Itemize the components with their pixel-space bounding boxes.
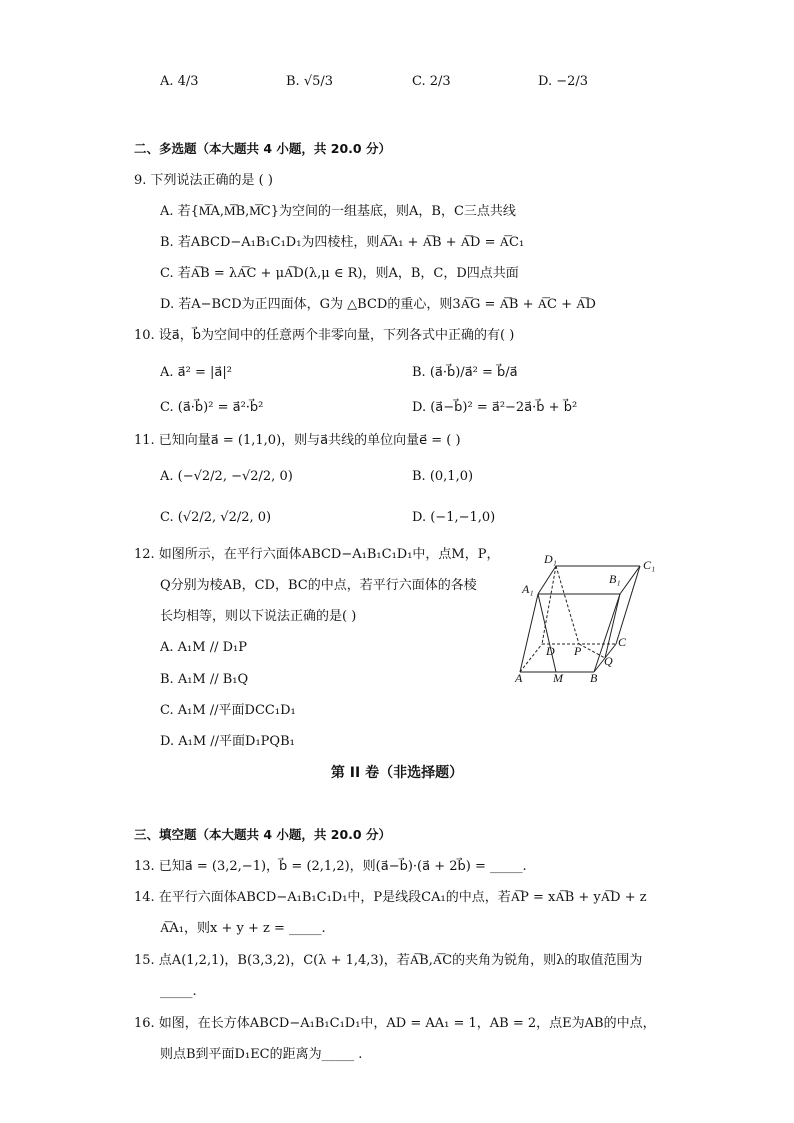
prev-option-d: D. −2/3 bbox=[538, 74, 589, 89]
part-two-title: 第 II 卷（非选择题） bbox=[330, 765, 464, 781]
edge-a1d1 bbox=[538, 566, 556, 594]
q9-stem: 9. 下列说法正确的是 ( ) bbox=[134, 173, 273, 188]
q9-option-c: C. 若A͞B = λA͞C + μA͞D(λ,μ ∈ R)，则A，B，C，D四点共面 bbox=[160, 266, 519, 281]
label-c1: C₁ bbox=[643, 558, 656, 572]
q11-option-d: D. (−1,−1,0) bbox=[412, 510, 496, 525]
q10-stem: 10. 设a⃗，b⃗为空间中的任意两个非零向量，下列各式中正确的有( ) bbox=[134, 328, 515, 343]
q12-stem-line1: 12. 如图所示，在平行六面体ABCD−A₁B₁C₁D₁中，点M，P， bbox=[134, 547, 500, 562]
q9-option-b: B. 若ABCD−A₁B₁C₁D₁为四棱柱，则A͞A₁ + A͞B + A͞D = A͞C₁ bbox=[160, 235, 525, 250]
q10-option-b: B. (a⃗·b⃗)/a⃗² = b⃗/a⃗ bbox=[412, 365, 518, 380]
q15-line1: 15. 点A(1,2,1)，B(3,3,2)，C(λ + 1,4,3)，若A͞B,A͞C的夹角为锐角，则λ的取值范围为 bbox=[134, 953, 643, 968]
q13-text: 13. 已知a⃗ = (3,2,−1)，b⃗ = (2,1,2)，则(a⃗−b⃗)·(a⃗ + 2b⃗) = _____. bbox=[134, 859, 527, 874]
q11-option-b: B. (0,1,0) bbox=[412, 469, 474, 484]
q12-option-b: B. A₁M // B₁Q bbox=[160, 672, 249, 687]
q9-option-a: A. 若{M͞A,M͞B,M͞C}为空间的一组基底，则A，B，C三点共线 bbox=[160, 204, 516, 219]
q16-line1: 16. 如图，在长方体ABCD−A₁B₁C₁D₁中，AD = AA₁ = 1，AB = 2，点E为AB的中点， bbox=[134, 1016, 656, 1031]
q12-option-a: A. A₁M // D₁P bbox=[160, 640, 247, 655]
q11-option-a: A. (−√2/2, −√2/2, 0) bbox=[160, 469, 293, 484]
q10-option-a: A. a⃗² = |a⃗|² bbox=[160, 365, 232, 380]
q11-stem: 11. 已知向量a⃗ = (1,1,0)，则与a⃗共线的单位向量e⃗ = ( ) bbox=[134, 433, 461, 448]
label-q: Q bbox=[604, 654, 613, 668]
label-a1: A₁ bbox=[522, 582, 534, 596]
prev-option-b: B. √5/3 bbox=[286, 74, 334, 89]
q12-stem-line3: 长均相等，则以下说法正确的是( ) bbox=[160, 609, 357, 624]
label-d1: D₁ bbox=[544, 552, 557, 566]
q15-line2: _____. bbox=[160, 984, 197, 999]
segment-d1p-hidden bbox=[556, 566, 579, 644]
edge-a1a bbox=[520, 594, 538, 672]
edge-c1b1 bbox=[620, 566, 640, 594]
q11-option-c: C. (√2/2, √2/2, 0) bbox=[160, 510, 272, 525]
q12-option-c: C. A₁M //平面DCC₁D₁ bbox=[160, 703, 296, 718]
section-multiple-choice-title: 二、多选题（本大题共 4 小题，共 20.0 分） bbox=[134, 141, 391, 156]
parallelepiped-figure bbox=[512, 548, 662, 684]
prev-option-a: A. 4/3 bbox=[160, 74, 199, 89]
segment-a1m bbox=[538, 594, 556, 672]
q14-line2: A͞A₁，则x + y + z = _____. bbox=[160, 921, 326, 936]
q14-line1: 14. 在平行六面体ABCD−A₁B₁C₁D₁中，P是线段CA₁的中点，若A͞P = xA͞B + yA͞D + z bbox=[134, 890, 647, 905]
label-b1: B₁ bbox=[609, 572, 621, 586]
q10-option-c: C. (a⃗·b⃗)² = a⃗²·b⃗² bbox=[160, 400, 264, 415]
label-c: C bbox=[618, 635, 627, 649]
prev-option-c: C. 2/3 bbox=[412, 74, 451, 89]
label-d: D bbox=[546, 644, 555, 658]
q12-option-d: D. A₁M //平面D₁PQB₁ bbox=[160, 734, 295, 749]
q16-line2: 则点B到平面D₁EC的距离为_____ . bbox=[160, 1047, 363, 1062]
label-b: B bbox=[590, 671, 598, 684]
label-m: M bbox=[553, 671, 563, 684]
section-fill-blank-title: 三、填空题（本大题共 4 小题，共 20.0 分） bbox=[134, 827, 391, 842]
q10-option-d: D. (a⃗−b⃗)² = a⃗²−2a⃗·b⃗ + b⃗² bbox=[412, 400, 578, 415]
label-p: P bbox=[574, 644, 582, 658]
q12-stem-line2: Q分别为棱AB，CD，BC的中点，若平行六面体的各棱 bbox=[160, 578, 477, 593]
label-a: A bbox=[515, 671, 523, 684]
q9-option-d: D. 若A−BCD为正四面体，G为 △BCD的重心，则3A͞G = A͞B + A͞C + A͞D bbox=[160, 297, 596, 312]
